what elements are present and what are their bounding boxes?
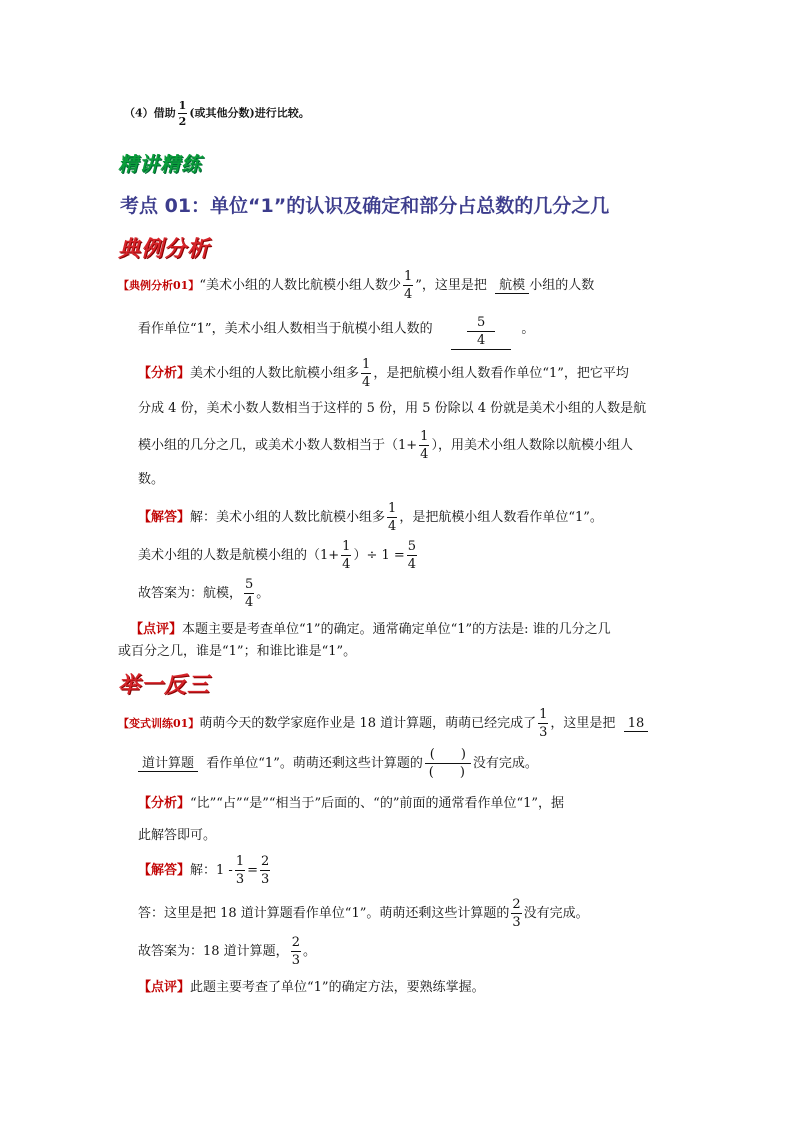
intro-line: （4）借助 $\frac{1}{2}$ (或其他分数)进行比较。 [124,99,310,128]
result-fraction: $\frac{2}{3}$ [261,854,270,887]
fraction: $\frac{2}{3}$ [291,935,300,968]
practice-analysis-2: 此解答即可。 [138,828,217,843]
example-line-2: 看作单位“1”，美术小组人数相当于航模小组人数的 $\frac{5}{4}$ 。 [138,315,535,348]
practice-title: 举一反三 [118,672,211,698]
example-line-1: 【典例分析01】“美术小组的人数比航模小组人数少 $\frac{1}{4}$ ”，这里是把 航模 小组的人数 [118,269,595,302]
fraction: $\frac{1}{3}$ [539,707,548,740]
answer-fraction-blank: $\frac{5}{4}$ [451,316,511,350]
practice-line-2: 道计算题 看作单位“1”。萌萌还剩这些计算题的 $\frac{( )}{( )}$ 没有完成。 [138,748,538,779]
analysis-line-4: 数。 [138,472,165,487]
analysis-line-1: 【分析】美术小组的人数比航模小组多 $\frac{1}{4}$ ，是把航模小组人数看作单位“1”，把它平均 [138,357,629,390]
fraction: $\frac{1}{4}$ [420,429,429,462]
analysis-line-2: 分成 4 份，美术小数人数相当于这样的 5 份，用 5 份除以 4 份就是美术小组的人数是航 [138,401,647,416]
example-title: 典例分析 [118,236,211,262]
practice-answer: 故答案为：18 道计算题， $\frac{2}{3}$ 。 [138,935,316,968]
fraction: $\frac{1}{4}$ [403,269,413,302]
blank-fraction: $\frac{( )}{( )}$ [425,748,471,779]
practice-reply: 答：这里是把 18 道计算题看作单位“1”。萌萌还剩这些计算题的 $\frac{2}{3}$ 没有完成。 [138,897,589,930]
practice-analysis-1: 【分析】“比”“占”“是”“相当于”后面的、“的”前面的通常看作单位“1”，据 [138,796,565,811]
fraction: $\frac{2}{3}$ [512,897,521,930]
practice-solution-1: 【解答】解：1 - $\frac{1}{3}$ = $\frac{2}{3}$ [138,854,270,887]
kaodian-heading: 考点 01：单位“1”的认识及确定和部分占总数的几分之几 [120,195,610,217]
comment-line-2: 或百分之几，谁是“1”；和谁比谁是“1”。 [118,644,357,659]
solution-line-1: 【解答】解：美术小组的人数比航模小组多 $\frac{1}{4}$ ，是把航模小组人数看作单位“1”。 [138,501,603,534]
answer-blank-a: 18 [624,716,649,732]
fraction: $\frac{1}{2}$ [178,99,187,128]
answer-blank-b: 道计算题 [138,756,198,772]
fraction: $\frac{1}{4}$ [388,501,397,534]
section-title: 精讲精练 [118,152,202,176]
solution-line-2: 美术小组的人数是航模小组的（1+ $\frac{1}{4}$ ）÷ 1 = $\frac{5}{4}$ [138,539,417,572]
answer-blank: 航模 [495,278,529,294]
answer-line: 故答案为：航模， $\frac{5}{4}$ 。 [138,577,270,610]
fraction: $\frac{1}{4}$ [362,357,371,390]
fraction: $\frac{1}{3}$ [235,854,245,887]
result-fraction: $\frac{5}{4}$ [407,539,417,572]
practice-line-1: 【变式训练01】萌萌今天的数学家庭作业是 18 道计算题，萌萌已经完成了 $\frac{1}{3}$ ，这里是把 18 [118,708,648,739]
comment-line-1: 【点评】本题主要是考查单位“1”的确定。通常确定单位“1”的方法是: 谁的几分之几 [130,622,611,637]
practice-comment: 【点评】此题主要考查了单位“1”的确定方法，要熟练掌握。 [138,980,485,995]
fraction: $\frac{1}{4}$ [342,539,351,572]
fraction: $\frac{5}{4}$ [245,577,254,610]
analysis-line-3: 模小组的几分之几，或美术小数人数相当于（1+ $\frac{1}{4}$ ），用美术小组人数除以航模小组人 [138,429,633,462]
